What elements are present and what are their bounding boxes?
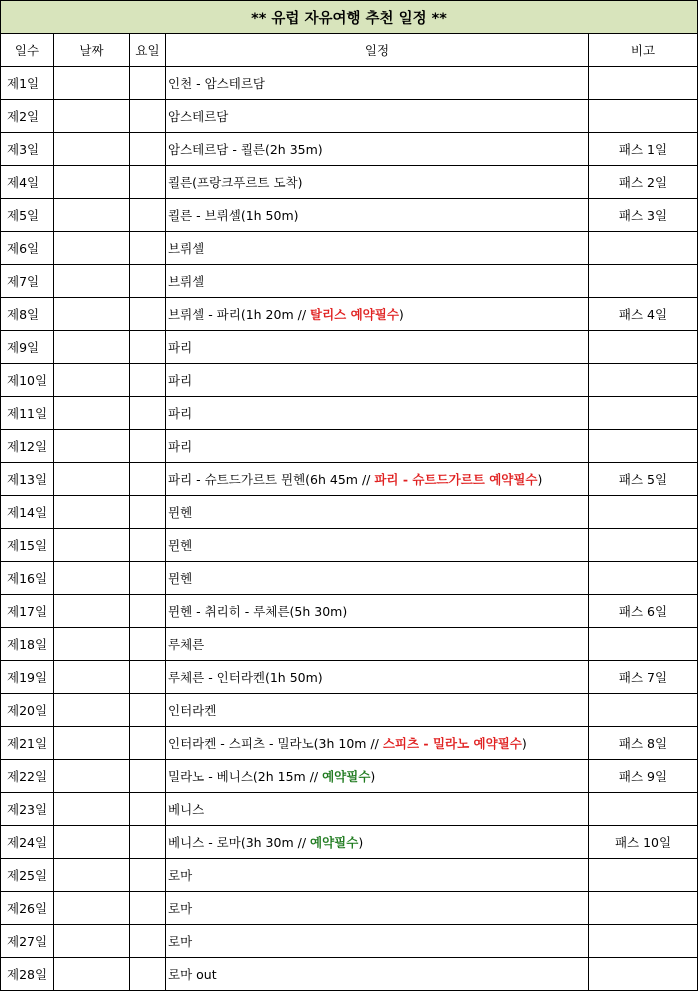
schedule-suffix: ): [358, 835, 364, 850]
schedule-text: 파리: [168, 373, 193, 388]
schedule-text: 베니스 - 로마(3h 30m //: [168, 835, 311, 850]
note-cell[interactable]: [589, 397, 698, 430]
day-cell[interactable]: 제23일: [1, 793, 54, 826]
day-cell[interactable]: 제15일: [1, 529, 54, 562]
schedule-cell[interactable]: [166, 265, 589, 298]
note-cell[interactable]: 패스 3일: [589, 199, 698, 232]
table-row: [1, 628, 698, 661]
date-cell[interactable]: [54, 826, 130, 859]
note-cell[interactable]: 패스 5일: [589, 463, 698, 496]
day-cell[interactable]: 제17일: [1, 595, 54, 628]
date-cell[interactable]: [54, 694, 130, 727]
schedule-text: 루체른: [168, 637, 205, 652]
table-row: [1, 826, 698, 859]
schedule-text: 쾰른 - 브뤼셀(1h 50m): [168, 208, 299, 223]
note-cell[interactable]: [589, 364, 698, 397]
date-cell[interactable]: [54, 793, 130, 826]
date-cell[interactable]: [54, 661, 130, 694]
date-cell[interactable]: [54, 760, 130, 793]
reservation-note: 예약필수: [322, 769, 371, 784]
weekday-cell[interactable]: [130, 232, 166, 265]
header-schedule[interactable]: 일정: [166, 34, 589, 67]
weekday-cell[interactable]: [130, 925, 166, 958]
schedule-text: 파리: [168, 340, 193, 355]
note-cell[interactable]: 패스 10일: [589, 826, 698, 859]
table-row: [1, 925, 698, 958]
table-row: [1, 727, 698, 760]
schedule-cell[interactable]: [166, 67, 589, 100]
date-cell[interactable]: [54, 232, 130, 265]
note-cell[interactable]: [589, 100, 698, 133]
note-cell[interactable]: 패스 1일: [589, 133, 698, 166]
date-cell[interactable]: [54, 199, 130, 232]
note-cell[interactable]: [589, 958, 698, 991]
day-cell[interactable]: 제21일: [1, 727, 54, 760]
schedule-text: 루체른 - 인터라켄(1h 50m): [168, 670, 323, 685]
day-cell[interactable]: 제25일: [1, 859, 54, 892]
schedule-cell[interactable]: [166, 133, 589, 166]
schedule-suffix: ): [370, 769, 376, 784]
schedule-cell[interactable]: [166, 760, 589, 793]
date-cell[interactable]: [54, 463, 130, 496]
date-cell[interactable]: [54, 298, 130, 331]
day-cell[interactable]: 제16일: [1, 562, 54, 595]
sheet-title[interactable]: ** 유럽 자유여행 추천 일정 **: [1, 1, 698, 34]
schedule-cell[interactable]: [166, 595, 589, 628]
schedule-text: 브뤼셀 - 파리(1h 20m //: [168, 307, 311, 322]
table-row: [1, 760, 698, 793]
reservation-note: 파리 - 슈트드가르트 예약필수: [374, 472, 538, 487]
schedule-cell[interactable]: [166, 958, 589, 991]
day-cell[interactable]: 제14일: [1, 496, 54, 529]
schedule-text: 브뤼셀: [168, 274, 205, 289]
table-row: [1, 595, 698, 628]
table-row: [1, 298, 698, 331]
reservation-note: 탈리스 예약필수: [310, 307, 399, 322]
schedule-cell[interactable]: [166, 826, 589, 859]
table-row: [1, 331, 698, 364]
table-row: [1, 397, 698, 430]
date-cell[interactable]: [54, 595, 130, 628]
note-cell[interactable]: [589, 496, 698, 529]
schedule-cell[interactable]: [166, 199, 589, 232]
date-cell[interactable]: [54, 67, 130, 100]
weekday-cell[interactable]: [130, 529, 166, 562]
weekday-cell[interactable]: [130, 793, 166, 826]
weekday-cell[interactable]: [130, 859, 166, 892]
schedule-text: 파리: [168, 406, 193, 421]
schedule-cell[interactable]: [166, 463, 589, 496]
date-cell[interactable]: [54, 166, 130, 199]
weekday-cell[interactable]: [130, 826, 166, 859]
table-row: [1, 892, 698, 925]
day-cell[interactable]: 제10일: [1, 364, 54, 397]
date-cell[interactable]: [54, 727, 130, 760]
date-cell[interactable]: [54, 364, 130, 397]
schedule-cell[interactable]: [166, 892, 589, 925]
note-cell[interactable]: [589, 859, 698, 892]
day-cell[interactable]: 제18일: [1, 628, 54, 661]
day-cell[interactable]: 제11일: [1, 397, 54, 430]
schedule-text: 암스테르담: [168, 109, 229, 124]
schedule-cell[interactable]: [166, 529, 589, 562]
table-row: [1, 199, 698, 232]
table-row: [1, 463, 698, 496]
schedule-cell[interactable]: [166, 925, 589, 958]
reservation-note: 예약필수: [310, 835, 359, 850]
date-cell[interactable]: [54, 529, 130, 562]
schedule-suffix: ): [521, 736, 527, 751]
note-cell[interactable]: 패스 7일: [589, 661, 698, 694]
weekday-cell[interactable]: [130, 265, 166, 298]
table-row: [1, 265, 698, 298]
day-cell[interactable]: 제3일: [1, 133, 54, 166]
weekday-cell[interactable]: [130, 628, 166, 661]
schedule-text: 뮌헨 - 취리히 - 루체른(5h 30m): [168, 604, 348, 619]
schedule-cell[interactable]: [166, 364, 589, 397]
schedule-cell[interactable]: [166, 661, 589, 694]
day-cell[interactable]: 제22일: [1, 760, 54, 793]
date-cell[interactable]: [54, 892, 130, 925]
note-cell[interactable]: 패스 6일: [589, 595, 698, 628]
day-cell[interactable]: 제26일: [1, 892, 54, 925]
header-note[interactable]: 비고: [589, 34, 698, 67]
table-row: [1, 364, 698, 397]
schedule-cell[interactable]: [166, 628, 589, 661]
schedule-text: 로마 out: [168, 967, 217, 982]
date-cell[interactable]: [54, 925, 130, 958]
weekday-cell[interactable]: [130, 298, 166, 331]
note-cell[interactable]: 패스 2일: [589, 166, 698, 199]
day-cell[interactable]: 제19일: [1, 661, 54, 694]
weekday-cell[interactable]: [130, 958, 166, 991]
weekday-cell[interactable]: [130, 67, 166, 100]
schedule-cell[interactable]: [166, 496, 589, 529]
schedule-cell[interactable]: [166, 100, 589, 133]
schedule-suffix: ): [398, 307, 404, 322]
schedule-text: 인천 - 암스테르담: [168, 76, 265, 91]
note-cell[interactable]: [589, 562, 698, 595]
date-cell[interactable]: [54, 859, 130, 892]
note-cell[interactable]: [589, 793, 698, 826]
schedule-text: 쾰른(프랑크푸르트 도착): [168, 175, 303, 190]
note-cell[interactable]: [589, 694, 698, 727]
schedule-text: 파리 - 슈트드가르트 뮌헨(6h 45m //: [168, 472, 375, 487]
schedule-cell[interactable]: [166, 298, 589, 331]
schedule-text: 브뤼셀: [168, 241, 205, 256]
weekday-cell[interactable]: [130, 397, 166, 430]
title-row: [1, 1, 698, 34]
table-row: [1, 661, 698, 694]
date-cell[interactable]: [54, 430, 130, 463]
date-cell[interactable]: [54, 133, 130, 166]
date-cell[interactable]: [54, 331, 130, 364]
weekday-cell[interactable]: [130, 364, 166, 397]
schedule-cell[interactable]: [166, 562, 589, 595]
note-cell[interactable]: [589, 265, 698, 298]
note-cell[interactable]: [589, 628, 698, 661]
header-row: [1, 34, 698, 67]
day-cell[interactable]: 제9일: [1, 331, 54, 364]
note-cell[interactable]: 패스 4일: [589, 298, 698, 331]
table-row: [1, 694, 698, 727]
day-cell[interactable]: 제7일: [1, 265, 54, 298]
reservation-note: 스피츠 - 밀라노 예약필수: [382, 736, 522, 751]
weekday-cell[interactable]: [130, 100, 166, 133]
table-row: [1, 166, 698, 199]
schedule-text: 인터라켄: [168, 703, 217, 718]
schedule-text: 파리: [168, 439, 193, 454]
schedule-cell[interactable]: [166, 232, 589, 265]
date-cell[interactable]: [54, 628, 130, 661]
day-cell[interactable]: 제28일: [1, 958, 54, 991]
weekday-cell[interactable]: [130, 694, 166, 727]
day-cell[interactable]: 제12일: [1, 430, 54, 463]
day-cell[interactable]: 제8일: [1, 298, 54, 331]
date-cell[interactable]: [54, 397, 130, 430]
weekday-cell[interactable]: [130, 166, 166, 199]
table-row: [1, 496, 698, 529]
table-row: [1, 133, 698, 166]
table-row: [1, 529, 698, 562]
weekday-cell[interactable]: [130, 760, 166, 793]
table-row: [1, 67, 698, 100]
weekday-cell[interactable]: [130, 496, 166, 529]
header-day[interactable]: 일수: [1, 34, 54, 67]
day-cell[interactable]: 제6일: [1, 232, 54, 265]
schedule-cell[interactable]: [166, 397, 589, 430]
note-cell[interactable]: 패스 9일: [589, 760, 698, 793]
table-row: [1, 562, 698, 595]
weekday-cell[interactable]: [130, 892, 166, 925]
note-cell[interactable]: [589, 529, 698, 562]
note-cell[interactable]: 패스 8일: [589, 727, 698, 760]
weekday-cell[interactable]: [130, 661, 166, 694]
date-cell[interactable]: [54, 100, 130, 133]
day-cell[interactable]: 제2일: [1, 100, 54, 133]
schedule-cell[interactable]: [166, 331, 589, 364]
table-row: [1, 430, 698, 463]
schedule-cell[interactable]: [166, 694, 589, 727]
schedule-cell[interactable]: [166, 793, 589, 826]
date-cell[interactable]: [54, 496, 130, 529]
weekday-cell[interactable]: [130, 595, 166, 628]
schedule-text: 로마: [168, 934, 193, 949]
schedule-cell[interactable]: [166, 859, 589, 892]
schedule-cell[interactable]: [166, 430, 589, 463]
table-row: [1, 232, 698, 265]
date-cell[interactable]: [54, 265, 130, 298]
note-cell[interactable]: [589, 925, 698, 958]
weekday-cell[interactable]: [130, 331, 166, 364]
schedule-text: 뮌헨: [168, 571, 193, 586]
schedule-text: 인터라켄 - 스피츠 - 밀라노(3h 10m //: [168, 736, 383, 751]
table-row: [1, 958, 698, 991]
schedule-text: 뮌헨: [168, 538, 193, 553]
table-row: [1, 859, 698, 892]
day-cell[interactable]: 제5일: [1, 199, 54, 232]
schedule-text: 암스테르담 - 쾰른(2h 35m): [168, 142, 323, 157]
note-cell[interactable]: [589, 67, 698, 100]
note-cell[interactable]: [589, 430, 698, 463]
schedule-text: 밀라노 - 베니스(2h 15m //: [168, 769, 323, 784]
schedule-suffix: ): [537, 472, 543, 487]
schedule-cell[interactable]: [166, 727, 589, 760]
note-cell[interactable]: [589, 331, 698, 364]
header-weekday[interactable]: 요일: [130, 34, 166, 67]
weekday-cell[interactable]: [130, 133, 166, 166]
weekday-cell[interactable]: [130, 430, 166, 463]
day-cell[interactable]: 제27일: [1, 925, 54, 958]
schedule-text: 로마: [168, 901, 193, 916]
header-date[interactable]: 날짜: [54, 34, 130, 67]
weekday-cell[interactable]: [130, 562, 166, 595]
schedule-text: 베니스: [168, 802, 205, 817]
schedule-cell[interactable]: [166, 166, 589, 199]
day-cell[interactable]: 제1일: [1, 67, 54, 100]
note-cell[interactable]: [589, 232, 698, 265]
schedule-text: 로마: [168, 868, 193, 883]
date-cell[interactable]: [54, 562, 130, 595]
weekday-cell[interactable]: [130, 463, 166, 496]
day-cell[interactable]: 제4일: [1, 166, 54, 199]
weekday-cell[interactable]: [130, 199, 166, 232]
day-cell[interactable]: 제13일: [1, 463, 54, 496]
day-cell[interactable]: 제24일: [1, 826, 54, 859]
schedule-text: 뮌헨: [168, 505, 193, 520]
table-row: [1, 793, 698, 826]
table-row: [1, 100, 698, 133]
note-cell[interactable]: [589, 892, 698, 925]
day-cell[interactable]: 제20일: [1, 694, 54, 727]
weekday-cell[interactable]: [130, 727, 166, 760]
date-cell[interactable]: [54, 958, 130, 991]
